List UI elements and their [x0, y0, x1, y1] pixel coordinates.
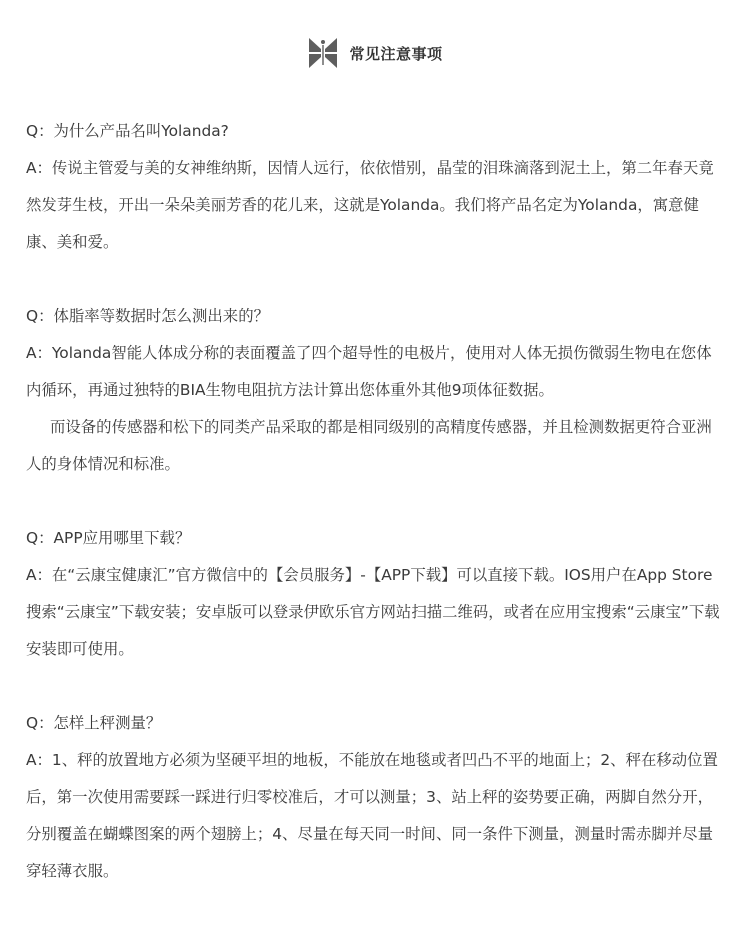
faq-answer: A：在“云康宝健康汇”官方微信中的【会员服务】-【APP下载】可以直接下载。IOS用户在App Store搜索“云康宝”下载安装；安卓版可以登录伊欧乐官方网站扫描二维码，或者在应用宝搜索“云康宝”下载安装即可使用。	[26, 566, 720, 658]
faq-list	[26, 113, 726, 927]
faq-item-product-name	[26, 113, 726, 261]
faq-question: Q：APP应用哪里下载？	[26, 529, 191, 547]
faq-item-body-fat	[26, 298, 726, 483]
faq-answer-paragraph: 而设备的传感器和松下的同类产品采取的都是相同级别的高精度传感器，并且检测数据更符合亚洲人的身体情况和标准。	[26, 418, 712, 473]
page-title: 常见注意事项	[349, 44, 443, 63]
faq-answer: A：传说主管爱与美的女神维纳斯，因情人远行，依依惜别，晶莹的泪珠滴落到泥土上，第二年春天竟然发芽生枝，开出一朵朵美丽芳香的花儿来，这就是Yolanda。我们将产品名定为Yolanda，寓意健康、美和爱。	[26, 159, 714, 251]
page-header	[0, 36, 750, 70]
butterfly-logo-icon	[307, 37, 339, 69]
faq-item-app-download	[26, 520, 726, 668]
faq-question: Q：体脂率等数据时怎么测出来的？	[26, 307, 269, 325]
faq-answer: A：Yolanda智能人体成分称的表面覆盖了四个超导性的电极片，使用对人体无损伤微弱生物电在您体内循环，再通过独特的BIA生物电阻抗方法计算出您体重外其他9项体征数据。	[26, 344, 712, 399]
faq-question: Q：怎样上秤测量？	[26, 714, 162, 732]
faq-answer: A：1、秤的放置地方必须为坚硬平坦的地板，不能放在地毯或者凹凸不平的地面上；2、秤在移动位置后，第一次使用需要踩一踩进行归零校准后，才可以测量；3、站上秤的姿势要正确，两脚自然分开，分别覆盖在蝴蝶图案的两个翅膀上；4、尽量在每天同一时间、同一条件下测量，测量时需赤脚并尽量穿轻薄衣服。	[26, 751, 718, 880]
faq-question: Q：为什么产品名叫Yolanda?	[26, 122, 229, 140]
faq-item-how-to-weigh	[26, 705, 726, 890]
